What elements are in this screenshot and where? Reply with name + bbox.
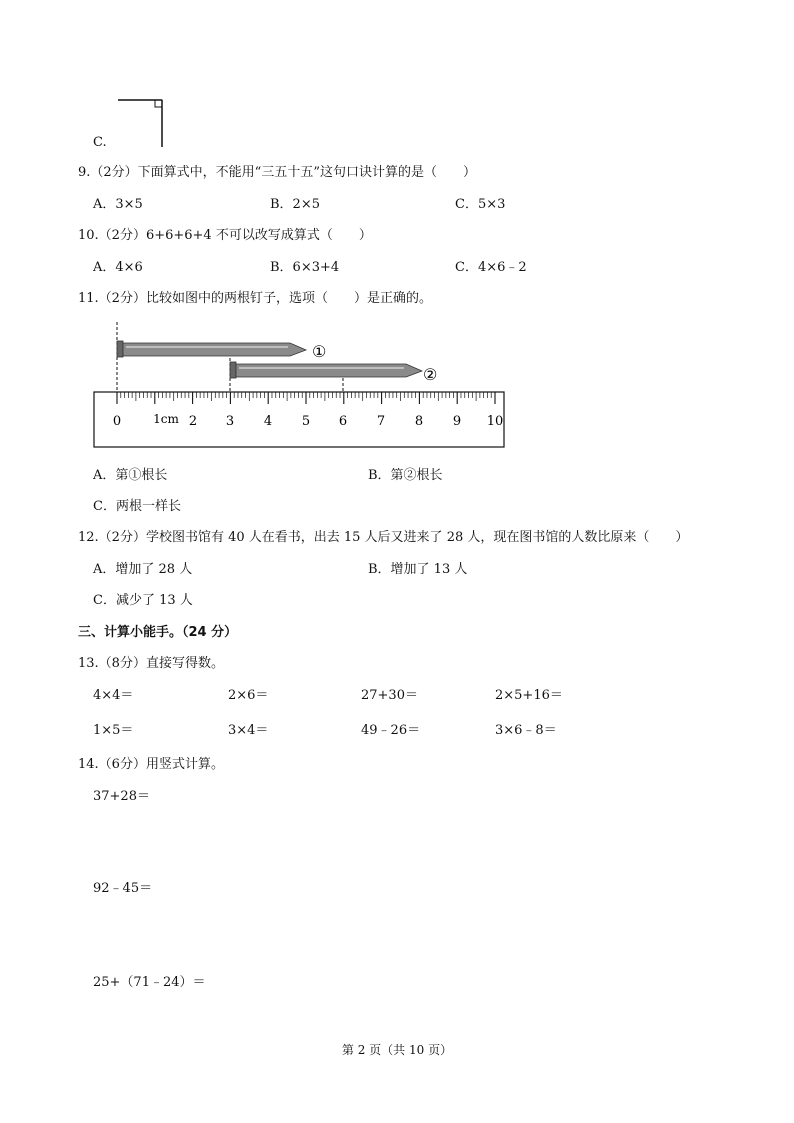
q13-item: 2×5+16＝ bbox=[495, 688, 563, 703]
ruler-number: 0 bbox=[112, 414, 122, 429]
ruler-number: 5 bbox=[301, 414, 311, 429]
ruler-number: 1cm bbox=[153, 412, 179, 426]
ruler-number: 7 bbox=[376, 414, 386, 429]
q14-item: 92﹣45＝ bbox=[93, 881, 153, 896]
q13-item: 3×6﹣8＝ bbox=[495, 723, 557, 738]
q14-stem: 14.（6分）用竖式计算。 bbox=[78, 757, 224, 772]
q14-item: 37+28＝ bbox=[93, 789, 150, 804]
q13-stem: 13.（8分）直接写得数。 bbox=[78, 656, 224, 671]
nail-2 bbox=[230, 362, 422, 378]
q13-item: 27+30＝ bbox=[361, 688, 418, 703]
nails-ruler-figure bbox=[90, 320, 520, 450]
q13-item: 4×4＝ bbox=[93, 688, 134, 703]
section-3-title: 三、计算小能手。（24 分） bbox=[78, 625, 238, 640]
nail-2-label: ② bbox=[423, 365, 438, 384]
ruler-number: 10 bbox=[486, 414, 504, 429]
q10-option-a: A．4×6 bbox=[93, 260, 143, 275]
q12-option-b: B．增加了 13 人 bbox=[368, 562, 468, 577]
q14-item: 25+（71﹣24）＝ bbox=[93, 975, 206, 990]
q9-stem: 9.（2分）下面算式中，不能用“三五十五”这句口诀计算的是（ ） bbox=[78, 165, 476, 180]
q13-item: 2×6＝ bbox=[228, 688, 269, 703]
q12-option-c: C．减少了 13 人 bbox=[93, 593, 193, 608]
q9-option-c: C．5×3 bbox=[455, 197, 506, 212]
ruler-number: 8 bbox=[414, 414, 424, 429]
q11-option-a: A．第①根长 bbox=[93, 468, 168, 483]
q12-stem: 12.（2分）学校图书馆有 40 人在看书，出去 15 人后又进来了 28 人，现在图书馆的人数比原来（ ） bbox=[78, 530, 689, 545]
q13-item: 1×5＝ bbox=[93, 723, 134, 738]
ruler-number: 6 bbox=[338, 414, 348, 429]
nail-1-label: ① bbox=[312, 342, 327, 361]
ruler-number: 4 bbox=[263, 414, 273, 429]
q9-option-b: B．2×5 bbox=[270, 197, 320, 212]
q12-option-a: A．增加了 28 人 bbox=[93, 562, 193, 577]
q11-option-c: C．两根一样长 bbox=[93, 499, 181, 514]
q10-stem: 10.（2分）6+6+6+4 不可以改写成算式（ ） bbox=[78, 228, 372, 243]
q13-item: 49﹣26＝ bbox=[361, 723, 421, 738]
nail-1 bbox=[117, 341, 306, 357]
q11-stem: 11.（2分）比较如图中的两根钉子，选项（ ）是正确的。 bbox=[78, 291, 432, 306]
ruler-number: 3 bbox=[225, 414, 235, 429]
ruler-number: 9 bbox=[452, 414, 462, 429]
q9-option-a: A．3×5 bbox=[93, 197, 143, 212]
q10-option-c: C．4×6﹣2 bbox=[455, 260, 527, 275]
q8-option-c: C. bbox=[93, 135, 107, 150]
q10-option-b: B．6×3+4 bbox=[270, 260, 340, 275]
page-footer: 第 2 页（共 10 页） bbox=[341, 1043, 453, 1057]
ruler-number: 2 bbox=[188, 414, 198, 429]
right-angle-figure bbox=[110, 95, 170, 150]
q13-item: 3×4＝ bbox=[228, 723, 269, 738]
q11-option-b: B．第②根长 bbox=[368, 468, 443, 483]
